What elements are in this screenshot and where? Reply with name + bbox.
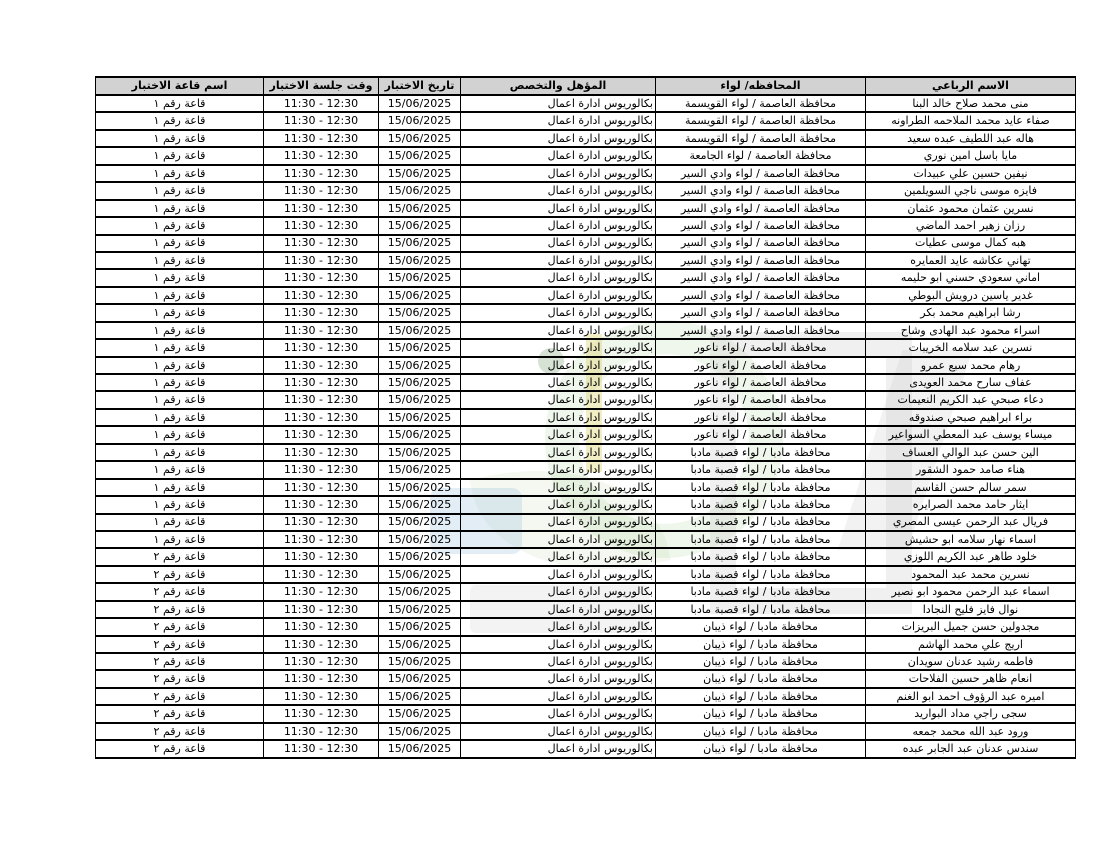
cell-qualification: بكالوريوس ادارة اعمال (461, 182, 656, 199)
cell-qualification: بكالوريوس ادارة اعمال (461, 461, 656, 478)
cell-exam-time: 11:30 - 12:30 (264, 112, 379, 129)
cell-full-name: نسرين عثمان محمود عثمان (866, 200, 1076, 217)
table-row (96, 653, 1076, 670)
cell-exam-time: 11:30 - 12:30 (264, 548, 379, 565)
cell-full-name: هاله عبد اللطيف عبده سعيد (866, 130, 1076, 147)
cell-exam-time: 11:30 - 12:30 (264, 130, 379, 147)
cell-exam-date: 15/06/2025 (379, 705, 461, 722)
cell-exam-hall: قاعة رقم ٢ (96, 653, 264, 670)
cell-governorate: محافظة مادبا / لواء قصبة مادبا (656, 566, 866, 583)
table-row (96, 723, 1076, 740)
cell-exam-time: 11:30 - 12:30 (264, 444, 379, 461)
cell-qualification: بكالوريوس ادارة اعمال (461, 618, 656, 635)
cell-exam-time: 11:30 - 12:30 (264, 357, 379, 374)
cell-exam-hall: قاعة رقم ١ (96, 322, 264, 339)
cell-exam-date: 15/06/2025 (379, 339, 461, 356)
cell-governorate: محافظة العاصمة / لواء وادي السير (656, 200, 866, 217)
cell-governorate: محافظة العاصمة / لواء وادي السير (656, 182, 866, 199)
cell-full-name: الين حسن عبد الوالي العساف (866, 444, 1076, 461)
cell-governorate: محافظة مادبا / لواء ذيبان (656, 740, 866, 758)
cell-exam-hall: قاعة رقم ١ (96, 147, 264, 164)
cell-exam-hall: قاعة رقم ١ (96, 182, 264, 199)
cell-qualification: بكالوريوس ادارة اعمال (461, 723, 656, 740)
cell-qualification: بكالوريوس ادارة اعمال (461, 357, 656, 374)
cell-exam-hall: قاعة رقم ١ (96, 409, 264, 426)
cell-governorate: محافظة مادبا / لواء ذيبان (656, 636, 866, 653)
cell-exam-hall: قاعة رقم ٢ (96, 723, 264, 740)
cell-qualification: بكالوريوس ادارة اعمال (461, 740, 656, 758)
cell-qualification: بكالوريوس ادارة اعمال (461, 165, 656, 182)
cell-qualification: بكالوريوس ادارة اعمال (461, 514, 656, 531)
cell-exam-hall: قاعة رقم ٢ (96, 705, 264, 722)
cell-full-name: اسماء نهار سلامه ابو حشيش (866, 531, 1076, 548)
cell-full-name: رزان زهير احمد الماضي (866, 217, 1076, 234)
table-row (96, 217, 1076, 234)
cell-qualification: بكالوريوس ادارة اعمال (461, 601, 656, 618)
cell-exam-date: 15/06/2025 (379, 147, 461, 164)
cell-exam-hall: قاعة رقم ١ (96, 217, 264, 234)
cell-qualification: بكالوريوس ادارة اعمال (461, 339, 656, 356)
cell-exam-hall: قاعة رقم ١ (96, 496, 264, 513)
cell-governorate: محافظة مادبا / لواء ذيبان (656, 653, 866, 670)
table-row (96, 740, 1076, 758)
cell-exam-hall: قاعة رقم ١ (96, 235, 264, 252)
cell-exam-date: 15/06/2025 (379, 130, 461, 147)
cell-exam-time: 11:30 - 12:30 (264, 339, 379, 356)
cell-governorate: محافظة مادبا / لواء ذيبان (656, 618, 866, 635)
cell-exam-date: 15/06/2025 (379, 653, 461, 670)
cell-exam-hall: قاعة رقم ٢ (96, 740, 264, 758)
cell-exam-date: 15/06/2025 (379, 112, 461, 129)
cell-qualification: بكالوريوس ادارة اعمال (461, 235, 656, 252)
cell-full-name: فاطمه رشيد عدنان سويدان (866, 653, 1076, 670)
cell-exam-hall: قاعة رقم ١ (96, 479, 264, 496)
cell-exam-hall: قاعة رقم ١ (96, 95, 264, 112)
cell-governorate: محافظة مادبا / لواء قصبة مادبا (656, 479, 866, 496)
cell-exam-hall: قاعة رقم ١ (96, 339, 264, 356)
table-row (96, 705, 1076, 722)
cell-exam-hall: قاعة رقم ١ (96, 357, 264, 374)
cell-full-name: فايزه موسى ناجي السويلمين (866, 182, 1076, 199)
cell-qualification: بكالوريوس ادارة اعمال (461, 688, 656, 705)
cell-governorate: محافظة مادبا / لواء ذيبان (656, 723, 866, 740)
cell-exam-date: 15/06/2025 (379, 548, 461, 565)
cell-exam-date: 15/06/2025 (379, 496, 461, 513)
table-row (96, 688, 1076, 705)
cell-exam-date: 15/06/2025 (379, 444, 461, 461)
cell-exam-hall: قاعة رقم ١ (96, 391, 264, 408)
cell-qualification: بكالوريوس ادارة اعمال (461, 269, 656, 286)
cell-exam-date: 15/06/2025 (379, 566, 461, 583)
cell-exam-time: 11:30 - 12:30 (264, 374, 379, 391)
table-row (96, 95, 1076, 112)
cell-qualification: بكالوريوس ادارة اعمال (461, 147, 656, 164)
cell-full-name: براء ابراهيم صبحي صندوقه (866, 409, 1076, 426)
header-qualification: المؤهل والتخصص (461, 77, 656, 95)
table-row (96, 548, 1076, 565)
cell-exam-hall: قاعة رقم ٢ (96, 636, 264, 653)
cell-exam-time: 11:30 - 12:30 (264, 461, 379, 478)
cell-governorate: محافظة مادبا / لواء ذيبان (656, 670, 866, 687)
cell-qualification: بكالوريوس ادارة اعمال (461, 95, 656, 112)
cell-full-name: رهام محمد سبع عمرو (866, 357, 1076, 374)
table-row (96, 670, 1076, 687)
cell-exam-time: 11:30 - 12:30 (264, 653, 379, 670)
cell-exam-date: 15/06/2025 (379, 461, 461, 478)
cell-exam-time: 11:30 - 12:30 (264, 391, 379, 408)
cell-full-name: عفاف سارح محمد العويدى (866, 374, 1076, 391)
cell-exam-time: 11:30 - 12:30 (264, 566, 379, 583)
table-row (96, 112, 1076, 129)
cell-exam-date: 15/06/2025 (379, 287, 461, 304)
cell-governorate: محافظة العاصمة / لواء ناعور (656, 339, 866, 356)
table-row (96, 165, 1076, 182)
cell-exam-date: 15/06/2025 (379, 374, 461, 391)
cell-qualification: بكالوريوس ادارة اعمال (461, 374, 656, 391)
cell-governorate: محافظة العاصمة / لواء ناعور (656, 391, 866, 408)
cell-exam-hall: قاعة رقم ٢ (96, 670, 264, 687)
cell-qualification: بكالوريوس ادارة اعمال (461, 304, 656, 321)
cell-exam-date: 15/06/2025 (379, 636, 461, 653)
cell-exam-hall: قاعة رقم ١ (96, 444, 264, 461)
cell-exam-hall: قاعة رقم ١ (96, 130, 264, 147)
cell-exam-date: 15/06/2025 (379, 391, 461, 408)
cell-exam-hall: قاعة رقم ١ (96, 461, 264, 478)
table-row (96, 130, 1076, 147)
cell-governorate: محافظة العاصمة / لواء وادي السير (656, 269, 866, 286)
cell-exam-date: 15/06/2025 (379, 531, 461, 548)
cell-governorate: محافظة مادبا / لواء قصبة مادبا (656, 531, 866, 548)
table-row (96, 514, 1076, 531)
cell-qualification: بكالوريوس ادارة اعمال (461, 548, 656, 565)
cell-exam-date: 15/06/2025 (379, 357, 461, 374)
cell-full-name: اسراء محمود عبد الهادى وشاح (866, 322, 1076, 339)
table-row (96, 322, 1076, 339)
cell-exam-date: 15/06/2025 (379, 514, 461, 531)
cell-exam-date: 15/06/2025 (379, 304, 461, 321)
cell-full-name: ورود عبد الله محمد جمعه (866, 723, 1076, 740)
cell-full-name: مايا باسل امين نوري (866, 147, 1076, 164)
cell-qualification: بكالوريوس ادارة اعمال (461, 287, 656, 304)
header-full-name: الاسم الرباعي (866, 77, 1076, 95)
cell-exam-time: 11:30 - 12:30 (264, 287, 379, 304)
cell-exam-time: 11:30 - 12:30 (264, 95, 379, 112)
cell-exam-date: 15/06/2025 (379, 322, 461, 339)
cell-full-name: انعام ظاهر حسين الفلاحات (866, 670, 1076, 687)
cell-governorate: محافظة العاصمة / لواء وادي السير (656, 235, 866, 252)
cell-qualification: بكالوريوس ادارة اعمال (461, 705, 656, 722)
cell-full-name: ايثار حامد محمد الصرايره (866, 496, 1076, 513)
cell-exam-hall: قاعة رقم ٢ (96, 618, 264, 635)
table-row (96, 374, 1076, 391)
cell-exam-date: 15/06/2025 (379, 688, 461, 705)
cell-full-name: منى محمد صلاح خالد البنا (866, 95, 1076, 112)
cell-qualification: بكالوريوس ادارة اعمال (461, 130, 656, 147)
table-row (96, 583, 1076, 600)
cell-exam-time: 11:30 - 12:30 (264, 182, 379, 199)
cell-exam-time: 11:30 - 12:30 (264, 252, 379, 269)
table-row (96, 235, 1076, 252)
table-row (96, 339, 1076, 356)
cell-exam-hall: قاعة رقم ١ (96, 531, 264, 548)
table-row (96, 444, 1076, 461)
cell-qualification: بكالوريوس ادارة اعمال (461, 252, 656, 269)
table-row (96, 566, 1076, 583)
cell-exam-date: 15/06/2025 (379, 269, 461, 286)
cell-exam-time: 11:30 - 12:30 (264, 217, 379, 234)
header-governorate: المحافظه/ لواء (656, 77, 866, 95)
cell-governorate: محافظة العاصمة / لواء القويسمة (656, 95, 866, 112)
cell-governorate: محافظة العاصمة / لواء وادي السير (656, 165, 866, 182)
header-exam-hall: اسم قاعة الاختبار (96, 77, 264, 95)
cell-exam-date: 15/06/2025 (379, 182, 461, 199)
cell-exam-hall: قاعة رقم ٢ (96, 548, 264, 565)
cell-exam-date: 15/06/2025 (379, 601, 461, 618)
cell-exam-time: 11:30 - 12:30 (264, 740, 379, 758)
table-row (96, 304, 1076, 321)
exam-schedule-table (95, 76, 1076, 759)
cell-full-name: مجدولين حسن جميل البريزات (866, 618, 1076, 635)
cell-exam-time: 11:30 - 12:30 (264, 688, 379, 705)
table-row (96, 269, 1076, 286)
header-row (96, 77, 1076, 95)
cell-exam-hall: قاعة رقم ١ (96, 269, 264, 286)
cell-exam-hall: قاعة رقم ١ (96, 514, 264, 531)
cell-exam-time: 11:30 - 12:30 (264, 514, 379, 531)
header-exam-time: وقت جلسة الاختبار (264, 77, 379, 95)
table-row (96, 409, 1076, 426)
cell-qualification: بكالوريوس ادارة اعمال (461, 322, 656, 339)
table-row (96, 200, 1076, 217)
cell-governorate: محافظة العاصمة / لواء وادي السير (656, 252, 866, 269)
cell-exam-hall: قاعة رقم ٢ (96, 566, 264, 583)
cell-exam-hall: قاعة رقم ١ (96, 374, 264, 391)
table-row (96, 479, 1076, 496)
table-row (96, 391, 1076, 408)
cell-exam-date: 15/06/2025 (379, 479, 461, 496)
cell-qualification: بكالوريوس ادارة اعمال (461, 531, 656, 548)
cell-exam-time: 11:30 - 12:30 (264, 426, 379, 443)
cell-exam-hall: قاعة رقم ١ (96, 200, 264, 217)
cell-qualification: بكالوريوس ادارة اعمال (461, 444, 656, 461)
cell-governorate: محافظة مادبا / لواء قصبة مادبا (656, 601, 866, 618)
cell-exam-date: 15/06/2025 (379, 200, 461, 217)
table-row (96, 496, 1076, 513)
cell-governorate: محافظة العاصمة / لواء وادي السير (656, 217, 866, 234)
cell-full-name: سجى راجي مداد البواريد (866, 705, 1076, 722)
cell-full-name: فريال عبد الرحمن عيسى المصري (866, 514, 1076, 531)
cell-exam-hall: قاعة رقم ١ (96, 112, 264, 129)
table-row (96, 426, 1076, 443)
cell-exam-time: 11:30 - 12:30 (264, 269, 379, 286)
cell-exam-time: 11:30 - 12:30 (264, 705, 379, 722)
cell-full-name: صفاء عايد محمد الملاحمه الطراونه (866, 112, 1076, 129)
cell-exam-time: 11:30 - 12:30 (264, 165, 379, 182)
cell-qualification: بكالوريوس ادارة اعمال (461, 112, 656, 129)
cell-governorate: محافظة مادبا / لواء ذيبان (656, 688, 866, 705)
cell-full-name: اماني سعودي حسني ابو حليمه (866, 269, 1076, 286)
cell-exam-time: 11:30 - 12:30 (264, 147, 379, 164)
cell-exam-time: 11:30 - 12:30 (264, 304, 379, 321)
cell-qualification: بكالوريوس ادارة اعمال (461, 636, 656, 653)
cell-exam-date: 15/06/2025 (379, 670, 461, 687)
cell-full-name: هناء صامد حمود الشقور (866, 461, 1076, 478)
cell-full-name: اميره عبد الرؤوف احمد ابو الغنم (866, 688, 1076, 705)
table-row (96, 601, 1076, 618)
cell-full-name: خلود طاهر عبد الكريم اللوزي (866, 548, 1076, 565)
cell-exam-date: 15/06/2025 (379, 235, 461, 252)
cell-exam-hall: قاعة رقم ١ (96, 287, 264, 304)
cell-full-name: نيفين حسين علي عبيدات (866, 165, 1076, 182)
cell-governorate: محافظة العاصمة / لواء القويسمة (656, 112, 866, 129)
cell-qualification: بكالوريوس ادارة اعمال (461, 217, 656, 234)
cell-exam-date: 15/06/2025 (379, 165, 461, 182)
table-row (96, 182, 1076, 199)
cell-exam-hall: قاعة رقم ١ (96, 426, 264, 443)
cell-exam-time: 11:30 - 12:30 (264, 531, 379, 548)
cell-full-name: نوال فايز فليح النجادا (866, 601, 1076, 618)
cell-exam-hall: قاعة رقم ٢ (96, 583, 264, 600)
cell-governorate: محافظة العاصمة / لواء وادي السير (656, 304, 866, 321)
cell-governorate: محافظة مادبا / لواء ذيبان (656, 705, 866, 722)
cell-governorate: محافظة العاصمة / لواء وادي السير (656, 287, 866, 304)
cell-qualification: بكالوريوس ادارة اعمال (461, 426, 656, 443)
cell-exam-date: 15/06/2025 (379, 409, 461, 426)
cell-qualification: بكالوريوس ادارة اعمال (461, 496, 656, 513)
cell-exam-date: 15/06/2025 (379, 723, 461, 740)
cell-exam-time: 11:30 - 12:30 (264, 496, 379, 513)
table-row (96, 531, 1076, 548)
table-row (96, 147, 1076, 164)
cell-full-name: تهاني عكاشه عايد العمايره (866, 252, 1076, 269)
cell-exam-time: 11:30 - 12:30 (264, 200, 379, 217)
cell-exam-hall: قاعة رقم ١ (96, 304, 264, 321)
cell-exam-date: 15/06/2025 (379, 618, 461, 635)
cell-exam-hall: قاعة رقم ٢ (96, 601, 264, 618)
table-body (96, 95, 1076, 758)
cell-exam-date: 15/06/2025 (379, 252, 461, 269)
cell-governorate: محافظة مادبا / لواء قصبة مادبا (656, 461, 866, 478)
cell-full-name: سندس عدنان عبد الجابر عبده (866, 740, 1076, 758)
cell-governorate: محافظة العاصمة / لواء ناعور (656, 374, 866, 391)
cell-exam-time: 11:30 - 12:30 (264, 618, 379, 635)
cell-governorate: محافظة مادبا / لواء قصبة مادبا (656, 496, 866, 513)
cell-governorate: محافظة العاصمة / لواء وادي السير (656, 322, 866, 339)
cell-governorate: محافظة العاصمة / لواء ناعور (656, 409, 866, 426)
table-row (96, 357, 1076, 374)
cell-full-name: نسرين محمد عبد المحمود (866, 566, 1076, 583)
cell-governorate: محافظة العاصمة / لواء الجامعة (656, 147, 866, 164)
cell-exam-time: 11:30 - 12:30 (264, 322, 379, 339)
header-exam-date: تاريخ الاختبار (379, 77, 461, 95)
cell-exam-time: 11:30 - 12:30 (264, 601, 379, 618)
cell-qualification: بكالوريوس ادارة اعمال (461, 566, 656, 583)
cell-qualification: بكالوريوس ادارة اعمال (461, 200, 656, 217)
cell-full-name: دعاء صبحي عبد الكريم النعيمات (866, 391, 1076, 408)
cell-qualification: بكالوريوس ادارة اعمال (461, 479, 656, 496)
cell-governorate: محافظة مادبا / لواء قصبة مادبا (656, 444, 866, 461)
table-row (96, 252, 1076, 269)
cell-governorate: محافظة العاصمة / لواء ناعور (656, 426, 866, 443)
cell-exam-time: 11:30 - 12:30 (264, 723, 379, 740)
table-row (96, 636, 1076, 653)
table-row (96, 618, 1076, 635)
cell-governorate: محافظة مادبا / لواء قصبة مادبا (656, 548, 866, 565)
cell-governorate: محافظة مادبا / لواء قصبة مادبا (656, 514, 866, 531)
cell-exam-date: 15/06/2025 (379, 583, 461, 600)
cell-exam-date: 15/06/2025 (379, 95, 461, 112)
cell-exam-date: 15/06/2025 (379, 426, 461, 443)
cell-full-name: اسماء عبد الرحمن محمود ابو نصير (866, 583, 1076, 600)
table-row (96, 461, 1076, 478)
cell-full-name: غدير ياسين درويش البوطي (866, 287, 1076, 304)
cell-exam-time: 11:30 - 12:30 (264, 670, 379, 687)
cell-exam-time: 11:30 - 12:30 (264, 235, 379, 252)
cell-governorate: محافظة العاصمة / لواء القويسمة (656, 130, 866, 147)
cell-qualification: بكالوريوس ادارة اعمال (461, 653, 656, 670)
cell-qualification: بكالوريوس ادارة اعمال (461, 409, 656, 426)
cell-full-name: ميساء يوسف عبد المعطي السواعير (866, 426, 1076, 443)
cell-qualification: بكالوريوس ادارة اعمال (461, 391, 656, 408)
cell-full-name: رشا ابراهيم محمد بكر (866, 304, 1076, 321)
cell-exam-time: 11:30 - 12:30 (264, 409, 379, 426)
cell-full-name: هبه كمال موسى عطيات (866, 235, 1076, 252)
cell-exam-hall: قاعة رقم ٢ (96, 688, 264, 705)
cell-exam-time: 11:30 - 12:30 (264, 636, 379, 653)
cell-exam-date: 15/06/2025 (379, 740, 461, 758)
cell-exam-time: 11:30 - 12:30 (264, 479, 379, 496)
cell-full-name: نسرين عبد سلامه الخريبات (866, 339, 1076, 356)
cell-exam-time: 11:30 - 12:30 (264, 583, 379, 600)
cell-exam-hall: قاعة رقم ١ (96, 252, 264, 269)
cell-governorate: محافظة العاصمة / لواء ناعور (656, 357, 866, 374)
cell-full-name: سمر سالم حسن القاسم (866, 479, 1076, 496)
table-row (96, 287, 1076, 304)
cell-qualification: بكالوريوس ادارة اعمال (461, 670, 656, 687)
cell-exam-date: 15/06/2025 (379, 217, 461, 234)
cell-qualification: بكالوريوس ادارة اعمال (461, 583, 656, 600)
cell-exam-hall: قاعة رقم ١ (96, 165, 264, 182)
cell-governorate: محافظة مادبا / لواء قصبة مادبا (656, 583, 866, 600)
cell-full-name: اريج علي محمد الهاشم (866, 636, 1076, 653)
